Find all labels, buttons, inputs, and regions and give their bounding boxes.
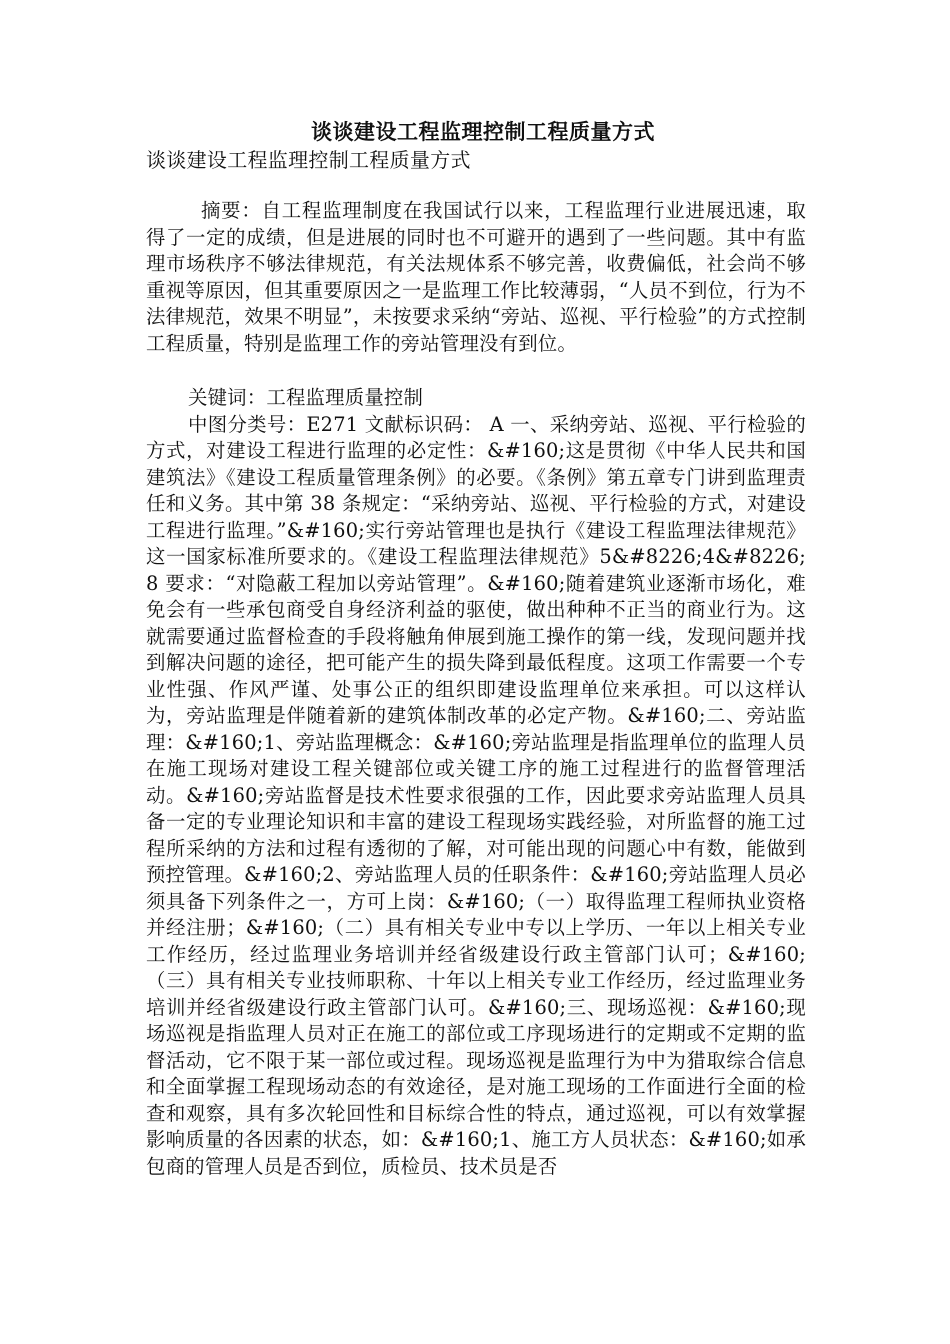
document-page [146, 118, 806, 1180]
document-title: 谈谈建设工程监理控制工程质量方式 [311, 119, 655, 144]
document-subtitle: 谈谈建设工程监理控制工程质量方式 [146, 148, 471, 172]
keywords-line: 关键词：工程监理质量控制 [188, 386, 424, 409]
body-paragraph: 中图分类号：E271 文献标识码： A 一、采纳旁站、巡视、平行检验的方式，对建设工程进行监理的必定性：&#160;这是贯彻《中华人民共和国建筑法》《建设工程质量管理条例》的必要。《条例》第五章专门讲到监理责任和义务。其中第 38 条规定：“采纳旁站、巡视、平行检验的方式，对建设工程进行监理。”&#160;实行旁站管理也是执行《建设工程监理法律规范》这一国家标准所要求的。《建设工程监理法律规范》5&#8226;4&#8226;8 要求：“对隐蔽工程加以旁站管理”。&#160;随着建筑业逐渐市场化，难免会有一些承包商受自身经济利益的驱使，做出种种不正当的商业行为。这就需要通过监督检查的手段将触角伸展到施工操作的第一线，发现问题并找到解决问题的途径，把可能产生的损失降到最低程度。这项工作需要一个专业性强、作风严谨、处事公正的组织即建设监理单位来承担。可以这样认为，旁站监理是伴随着新的建筑体制改革的必定产物。&#160;二、旁站监理：&#160;1、旁站监理概念：&#160;旁站监理是指监理单位的监理人员在施工现场对建设工程关键部位或关键工序的施工过程进行的监督管理活动。&#160;旁站监督是技术性要求很强的工作，因此要求旁站监理人员具备一定的专业理论知识和丰富的建设工程现场实践经验，对所监督的施工过程所采纳的方法和过程有透彻的了解，对可能出现的问题心中有数，能做到预控管理。&#160;2、旁站监理人员的任职条件：&#160;旁站监理人员必须具备下列条件之一，方可上岗：&#160;（一）取得监理工程师执业资格并经注册；&#160;（二）具有相关专业中专以上学历、一年以上相关专业工作经历，经过监理业务培训并经省级建设行政主管部门认可；&#160;（三）具有相关专业技师职称、十年以上相关专业工作经历，经过监理业务培训并经省级建设行政主管部门认可。&#160;三、现场巡视：&#160;现场巡视是指监理人员对正在施工的部位或工序现场进行的定期或不定期的监督活动，它不限于某一部位或过程。现场巡视是监理行为中为猎取综合信息和全面掌握工程现场动态的有效途径，是对施工现场的工作面进行全面的检查和观察，具有多次轮回性和目标综合性的特点，通过巡视，可以有效掌握影响质量的各因素的状态，如：&#160;1、施工方人员状态：&#160;如承包商的管理人员是否到位，质检员、技术员是否 [146, 412, 806, 1178]
abstract-paragraph: 摘要：自工程监理制度在我国试行以来，工程监理行业进展迅速，取得了一定的成绩，但是进展的同时也不可避开的遇到了一些问题。其中有监理市场秩序不够法律规范，有关法规体系不够完善，收费偏低，社会尚不够重视等原因，但其重要原因之一是监理工作比较薄弱，“人员不到位，行为不法律规范，效果不明显”，未按要求采纳“旁站、巡视、平行检验”的方式控制工程质量，特别是监理工作的旁站管理没有到位。 [146, 199, 806, 355]
